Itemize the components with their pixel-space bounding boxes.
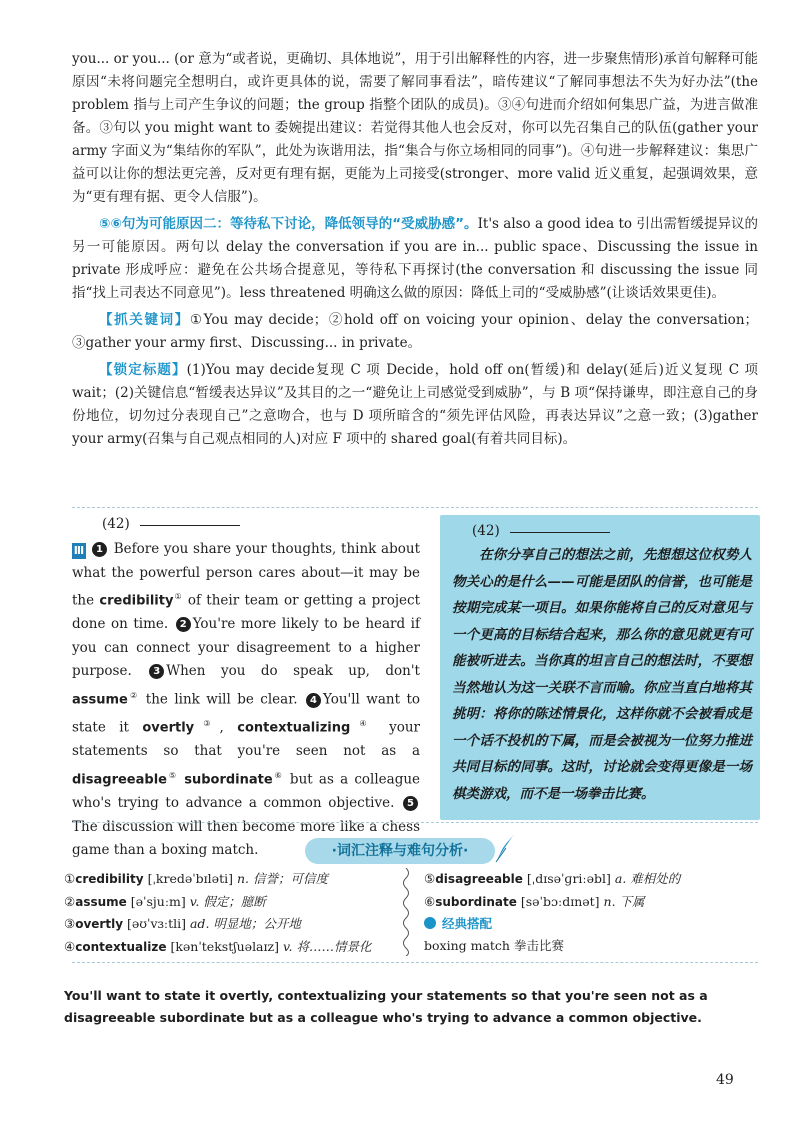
divider	[72, 507, 758, 508]
divider	[72, 822, 758, 823]
question-number: (42)	[102, 516, 130, 532]
keyword-contextualizing: contextualizing	[237, 720, 351, 736]
keywords-text: ①You may decide；②hold off on voicing your opinion、delay the conversation；③gather your army first、Discussing... in private。	[72, 312, 759, 351]
passage-english	[72, 512, 420, 863]
feather-pen-icon	[492, 830, 518, 864]
vocab-list-left	[64, 868, 394, 958]
sentence-number-icon: 5	[403, 796, 418, 811]
sentence-number-icon: 2	[176, 617, 191, 632]
keywords-paragraph	[72, 309, 758, 355]
analysis-paragraph-1: you... or you... (or 意为“或者说，更确切、具体地说”，用于引出解释性的内容，进一步聚焦情形)承首句解释可能原因“未将问题完全想明白，或许更具体的说，需要了解同事看法”，暗传建议“了解同事想法不失为好办法”(the problem 指与上司产生争议的问题；the group 指整个团队的成员)。③④句进而介绍如何集思广益，为进言做准备。③句以 you might want to 委婉提出建议：若觉得其他人也会反对，你可以先召集自己的队伍(gather your army 字面义为“集结你的军队”，此处为诙谐用法，指“集合与你立场相同的同事”)。④句进一步解释建议：集思广益可以让你的想法更完善，反对更有理有据，更能为上司接受(stronger、more valid 近义重复，起强调效果，意为“更有理有据、更令人信服”)。	[72, 51, 758, 205]
keywords-tag: 【抓关键词】	[99, 312, 190, 328]
vocab-banner: ·词汇注释与难句分析·	[305, 838, 495, 864]
keyword-disagreeable: disagreeable	[72, 772, 167, 788]
bullet-icon	[424, 917, 436, 929]
sentence-number-icon: 4	[306, 693, 321, 708]
difficult-sentence: You'll want to state it overtly, contextualizing your statements so that you're seen not as a disagreeable subordinate but as a colleague who's trying to advance a common objective.	[64, 988, 708, 1025]
sentence-number-icon: 1	[92, 542, 107, 557]
keyword-subordinate: subordinate	[184, 772, 273, 788]
keyword-credibility: credibility	[99, 593, 174, 609]
sentence-5: The discussion will then become more like a chess game than a boxing match.	[72, 818, 420, 859]
wavy-separator	[400, 868, 412, 956]
sentence-4: You'll want to state it	[72, 691, 421, 736]
analysis-paragraph-2	[72, 213, 758, 305]
translation-text: 在你分享自己的想法之前，先想想这位权势人物关心的是什么——可能是团队的信誉，也可能是按期完成某一项目。如果你能将自己的反对意见与一个更高的目标结合起来，那么你的意见就更有可能被听进去。当你真的坦言自己的想法时，不要想当然地认为这一关联不言而喻。你应当直白地将其挑明：将你的陈述情景化，这样你就不会被看成是一个话不投机的下属，而是会被视为一位努力推进共同目标的同事。这时，讨论就会变得更像是一场棋类游戏，而不是一场拳击比赛。	[452, 547, 752, 802]
answer-blank-row	[102, 512, 420, 536]
sentence-3: When you do speak up, don't	[166, 663, 420, 680]
translation-label-row	[472, 520, 752, 542]
title-lock-text: (1)You may decide复现 C 项 Decide，hold off on(暂缓)和 delay(延后)近义复现 C 项 wait；(2)关键信息“暂缓表达异议”及其目的之一“避免让上司感觉受到威胁”，与 B 项“保持谦卑，即注意自己的身份地位，切勿过分表现自己”之意吻合，也与 D 项所暗含的“须先评估风险，再表达异议”之意一致；(3)gather your army(召集与自己观点相同的人)对应 F 项中的 shared goal(有着共同目标)。	[72, 362, 758, 447]
analysis-section	[72, 48, 758, 451]
vocab-item: ①credibility [ˌkredəˈbɪləti] n. 信誉；可信度	[64, 871, 328, 886]
vocab-item: ③overtly [əʊˈvɜːtli] ad. 明显地；公开地	[64, 916, 301, 931]
sentence-4-end: but as a colleague who's trying to advance a common objective.	[72, 771, 421, 811]
passage-paragraph: Ⅲ 1 Before you share your thoughts, think about what the powerful person cares about—it may be the credibility① of their team or getting a project done on time. 2 You're more likely to be heard if you can connect your disagreement to a higher purpose. 3 When you do speak up, don't assume② the link will be clear. 4 You'll want to state it overtly③, contextualizing④ your statements so that you're seen not as a disagreeable⑤ subordinate⑥ but as a colleague who's trying to advance a common objective. 5The discussion will then become more like a chess game than a boxing match.	[72, 541, 421, 859]
translation-answer-blank[interactable]	[510, 532, 610, 533]
answer-blank[interactable]	[140, 525, 240, 526]
sentence-number-icon: 3	[149, 664, 164, 679]
page-number: 49	[716, 1072, 734, 1088]
vocab-item: ④contextualize [kənˈtekstʃuəlaɪz] v. 将……情景化	[64, 938, 372, 954]
sentence-1-end: of their team or getting a project done on time.	[72, 592, 420, 633]
sentence-3-end: the link will be clear.	[145, 691, 298, 708]
collocation-item: boxing match 拳击比赛	[424, 937, 564, 953]
reason-two-heading: ⑤⑥句为可能原因二：等待私下讨论，降低领导的“受威胁感”。	[99, 216, 478, 232]
paragraph-number-badge: Ⅲ	[73, 544, 85, 557]
vocab-item: ⑥subordinate [səˈbɔːdɪnət] n. 下属	[424, 893, 645, 909]
keyword-assume: assume	[72, 692, 128, 708]
title-lock-tag: 【锁定标题】	[99, 362, 187, 378]
keyword-overtly: overtly	[142, 720, 195, 736]
sentence-4-mid: your statements so that you're seen not as a	[72, 719, 420, 760]
collocation-heading: 经典搭配	[424, 913, 754, 935]
translation-question-number: (42)	[472, 523, 500, 539]
vocab-item: ②assume [əˈsjuːm] v. 假定；臆断	[64, 893, 266, 909]
reason-two-text: It's also a good idea to 引出需暂缓提异议的另一可能原因。两句以 delay the conversation if you are in... public space、Discussing the issue in private 形成呼应：避免在公共场合提意见，等待私下再探讨(the conversation 和 discussing the issue 同指“找上司表达不同意见”)。less threatened 明确这么做的原因：降低上司的“受威胁感”(让谈话效果更佳)。	[72, 216, 758, 301]
vocab-item: ⑤disagreeable [ˌdɪsəˈɡriːəbl] a. 难相处的	[424, 871, 681, 886]
translation	[452, 520, 752, 807]
sentence-1: Before you share your thoughts, think about what the powerful person cares about—it may be the	[72, 541, 420, 609]
sentence-2: You're more likely to be heard if you can connect your disagreement to a higher purpose.	[72, 616, 420, 680]
vocab-list-right	[424, 868, 754, 956]
divider	[72, 962, 758, 963]
title-lock-paragraph	[72, 359, 758, 451]
